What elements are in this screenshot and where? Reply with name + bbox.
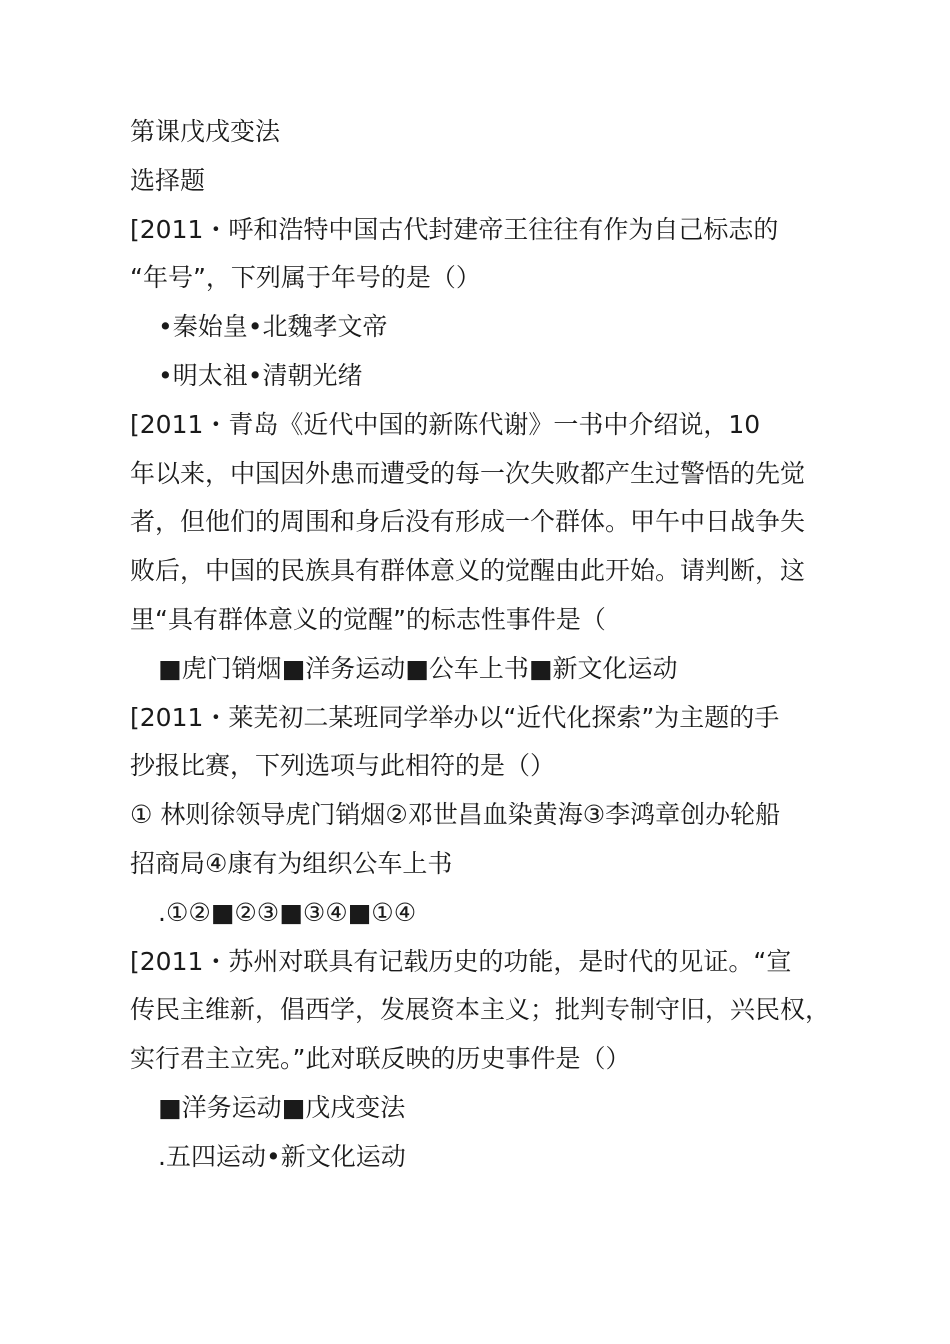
question-4-text: [2011・苏州对联具有记载历史的功能，是时代的见证。“宣	[130, 946, 792, 976]
question-3-text: ① 林则徐领导虎门销烟②邓世昌血染黄海③李鸿章创办轮船	[130, 800, 781, 830]
question-1-options: •秦始皇•北魏孝文帝	[158, 312, 388, 342]
question-2-text: 者，但他们的周围和身后没有形成一个群体。甲午中日战争失	[130, 507, 806, 537]
document-page	[130, 108, 850, 1182]
question-1-text: “年号”，下列属于年号的是（）	[130, 263, 481, 293]
question-4-options: .五四运动•新文化运动	[158, 1141, 406, 1171]
section-heading: 选择题	[130, 165, 206, 195]
question-3-options: .①②■②③■③④■①④	[158, 897, 417, 927]
question-3-text: [2011・莱芜初二某班同学举办以“近代化探索”为主题的手	[130, 702, 780, 732]
question-2-text: 里“具有群体意义的觉醒”的标志性事件是（	[130, 604, 606, 634]
question-4-options: ■洋务运动■戊戌变法	[158, 1092, 406, 1122]
question-2-text: 败后，中国的民族具有群体意义的觉醒由此开始。请判断，这	[130, 556, 806, 586]
question-2-options: ■虎门销烟■洋务运动■公车上书■新文化运动	[158, 653, 678, 683]
question-4-text: 实行君主立宪。”此对联反映的历史事件是（）	[130, 1044, 631, 1074]
question-3-text: 招商局④康有为组织公车上书	[130, 848, 453, 878]
question-4-text: 传民主维新，倡西学，发展资本主义；批判专制守旧，兴民权，	[130, 995, 831, 1025]
question-2-text: [2011・青岛《近代中国的新陈代谢》一书中介绍说，10	[130, 409, 761, 439]
question-2-text: 年以来，中国因外患而遭受的每一次失败都产生过警悟的先觉	[130, 458, 806, 488]
document-title: 第课戊戌变法	[130, 117, 281, 146]
question-1-text: [2011・呼和浩特中国古代封建帝王往往有作为自己标志的	[130, 214, 779, 244]
question-1-options: •明太祖•清朝光绪	[158, 360, 363, 390]
question-3-text: 抄报比赛，下列选项与此相符的是（）	[130, 751, 556, 781]
